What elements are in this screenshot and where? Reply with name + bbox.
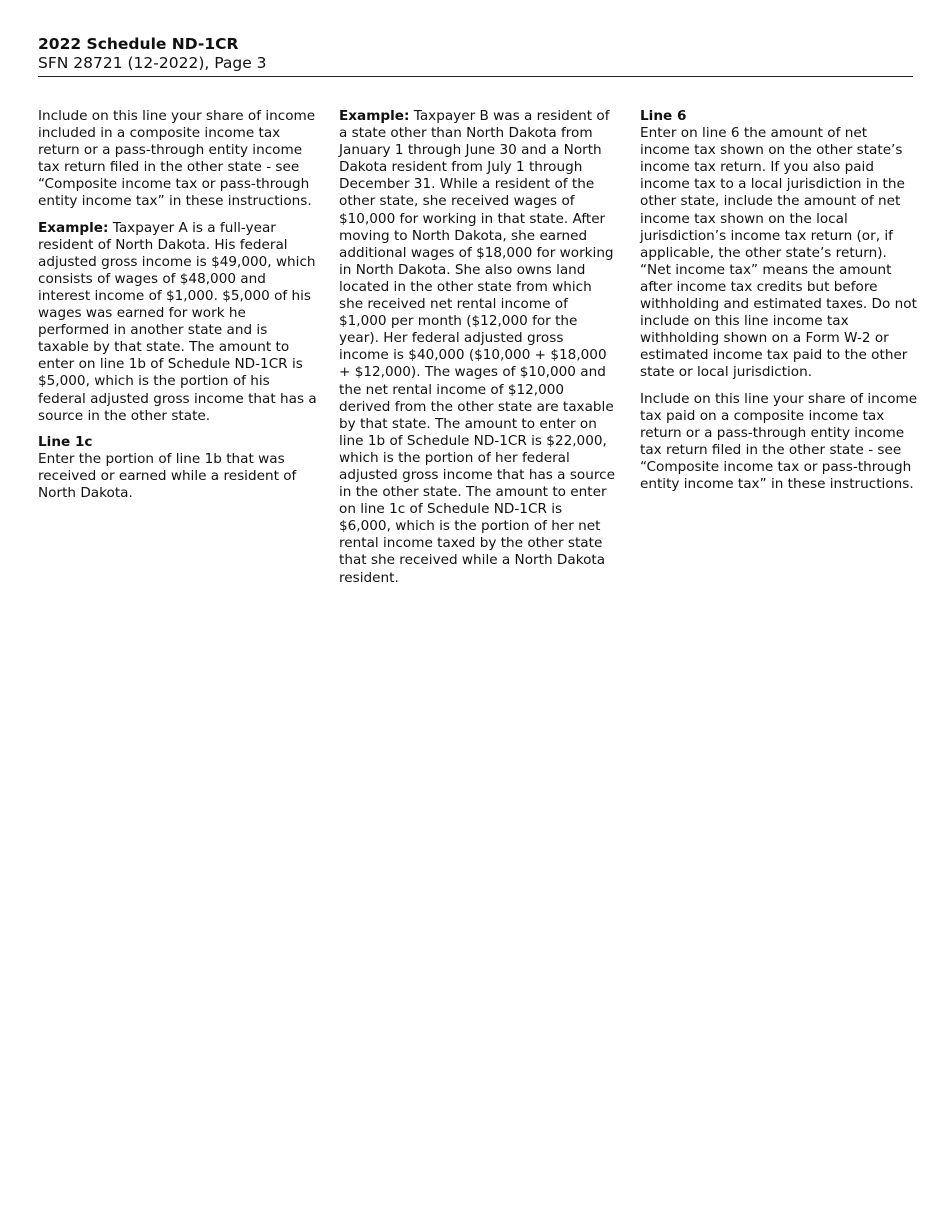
header-divider (38, 76, 913, 77)
example-b-paragraph (339, 108, 617, 587)
composite-tax-paragraph: Include on this line your share of income tax paid on a composite income tax return or a pass-through entity income tax return filed in the other state - see “Composite income tax or pass-through entity income tax” in these instructions. (640, 390, 918, 492)
example-label: Example: (339, 108, 410, 124)
column-1 (38, 108, 318, 511)
page-header (38, 35, 913, 73)
form-subtitle: SFN 28721 (12-2022), Page 3 (38, 54, 267, 72)
line-6-section (640, 108, 920, 382)
line-1c-heading: Line 1c (38, 433, 93, 450)
example-b-text: Taxpayer B was a resident of a state other than North Dakota from January 1 through June 30 and a North Dakota resident from July 1 through December 31. While a resident of the other state, she received wages of $10,000 for working in that state. After moving to North Dakota, she earned additional wages of $18,000 for working in North Dakota. She also owns land located in the other state from which she received net rental income of $1,000 per month ($12,000 for the year). Her federal adjusted gross income is $40,000 ($10,000 + $18,000 + $12,000). The wages of $10,000 and the net rental income of $12,000 derived from the other state are taxable by that state. The amount to enter on line 1b of Schedule ND-1CR is $22,000, which is the portion of her federal adjusted gross income that has a source in the other state. The amount to enter on line 1c of Schedule ND-1CR is $6,000, which is the portion of her net rental income taxed by the other state that she received while a North Dakota resident. (339, 108, 615, 586)
form-title: 2022 Schedule ND-1CR (38, 35, 239, 53)
composite-income-paragraph: Include on this line your share of income included in a composite income tax return or a pass-through entity income tax return filed in the other state - see “Composite income tax or pass-through entity income tax” in these instructions. (38, 108, 316, 210)
column-2 (339, 108, 617, 596)
line-1c-text: Enter the portion of line 1b that was received or earned while a resident of North Dakota. (38, 450, 297, 501)
line-6-text: Enter on line 6 the amount of net income tax shown on the other state’s income tax return. If you also paid income tax to a local jurisdiction in the other state, include the amount of net income tax shown on the local jurisdiction’s income tax return (or, if applicable, the other state’s return). “Net income tax” means the amount after income tax credits but before withholding and estimated taxes. Do not include on this line income tax withholding shown on a Form W-2 or estimated income tax paid to the other state or local jurisdiction. (640, 125, 917, 381)
line-1c-section (38, 434, 318, 502)
line-6-heading: Line 6 (640, 108, 687, 124)
column-3 (640, 108, 920, 502)
example-a-text: Taxpayer A is a full-year resident of North Dakota. His federal adjusted gross income is $49,000, which consists of wages of $48,000 and interest income of $1,000. $5,000 of his wages was earned for work he performed in another state and is taxable by that state. The amount to enter on line 1b of Schedule ND-1CR is $5,000, which is the portion of his federal adjusted gross income that has a source in the other state. (38, 219, 317, 424)
example-a-paragraph (38, 220, 318, 425)
example-label: Example: (38, 219, 109, 236)
